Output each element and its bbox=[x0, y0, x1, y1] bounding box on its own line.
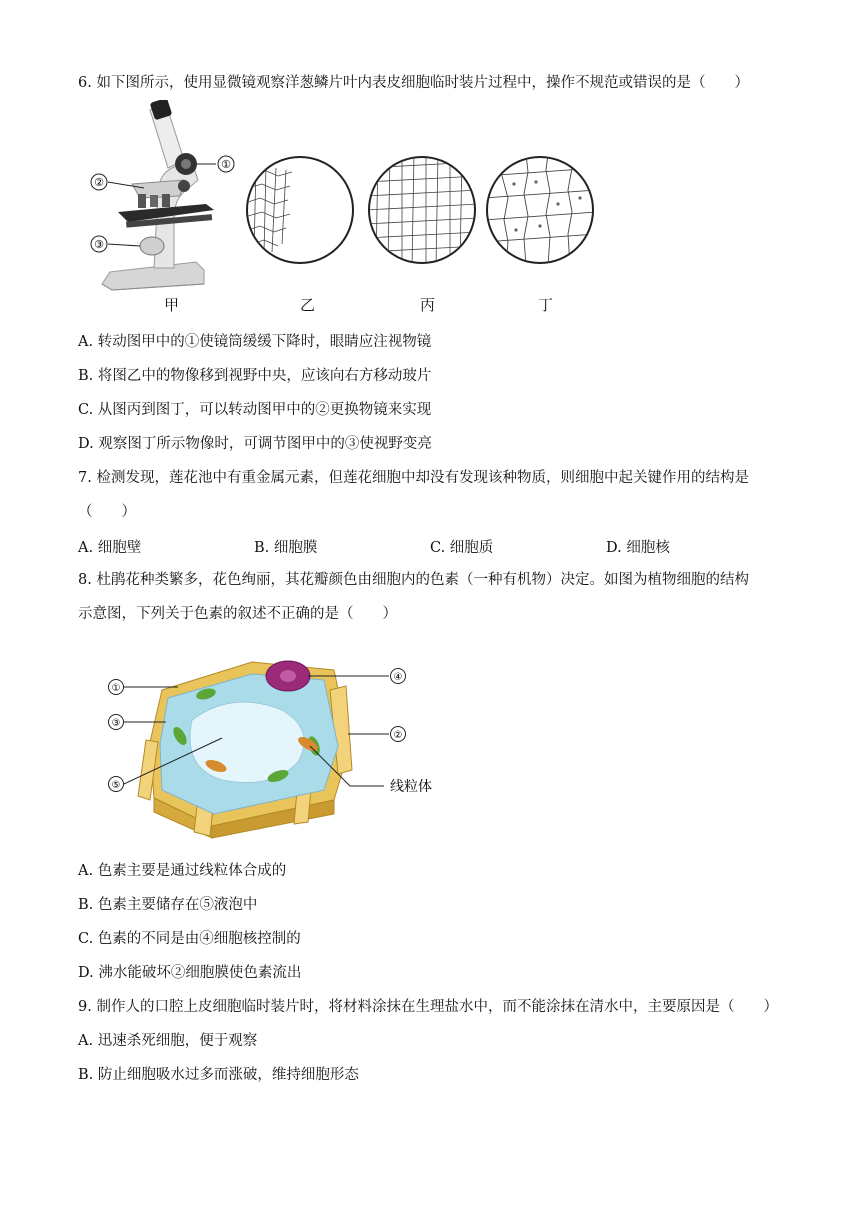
q9-stem: 9. 制作人的口腔上皮细胞临时装片时，将材料涂抹在生理盐水中，而不能涂抹在清水中，主要原因是（ ） bbox=[78, 999, 778, 1015]
cell-label-3: ③ bbox=[111, 718, 121, 729]
q7-option-c: C. 细胞质 bbox=[430, 540, 494, 556]
q7-option-a: A. 细胞壁 bbox=[78, 540, 142, 556]
q7-stem-2: （ ） bbox=[78, 504, 136, 520]
caption-bing: 丙 bbox=[420, 296, 436, 314]
q6-option-d: D. 观察图丁所示物像时，可调节图甲中的③使视野变亮 bbox=[78, 436, 432, 452]
q8-stem-1: 8. 杜鹃花种类繁多，花色绚丽，其花瓣颜色由细胞内的色素（一种有机物）决定。如图为植物细胞的结构 bbox=[78, 572, 749, 588]
q6-option-c: C. 从图丙到图丁，可以转动图甲中的②更换物镜来实现 bbox=[78, 402, 432, 418]
microscope-figure bbox=[88, 100, 248, 292]
view-yi bbox=[244, 154, 356, 266]
cell-label-2: ② bbox=[393, 730, 403, 741]
caption-ding: 丁 bbox=[538, 296, 554, 314]
q8-option-b: B. 色素主要储存在⑤液泡中 bbox=[78, 897, 258, 913]
label-1: ① bbox=[221, 158, 231, 171]
plant-cell-figure bbox=[102, 650, 452, 840]
q7-options bbox=[78, 536, 778, 556]
q9-option-a: A. 迅速杀死细胞，便于观察 bbox=[78, 1033, 258, 1049]
q7-option-d: D. 细胞核 bbox=[606, 540, 670, 556]
mitochondria-label: 线粒体 bbox=[390, 779, 432, 795]
q9-option-b: B. 防止细胞吸水过多而涨破，维持细胞形态 bbox=[78, 1067, 359, 1083]
cell-label-1: ① bbox=[111, 683, 121, 694]
q7-option-b: B. 细胞膜 bbox=[254, 540, 318, 556]
view-bing bbox=[366, 154, 478, 266]
caption-yi: 乙 bbox=[300, 296, 316, 314]
label-2: ② bbox=[94, 176, 104, 189]
q8-option-a: A. 色素主要是通过线粒体合成的 bbox=[78, 863, 287, 879]
q6-option-a: A. 转动图甲中的①使镜筒缓缓下降时，眼睛应注视物镜 bbox=[78, 334, 432, 350]
cell-label-5: ⑤ bbox=[111, 780, 121, 791]
view-ding bbox=[484, 154, 596, 266]
q6-stem: 6. 如下图所示，使用显微镜观察洋葱鳞片叶内表皮细胞临时装片过程中，操作不规范或错误的是（ ） bbox=[78, 75, 749, 91]
q8-option-d: D. 沸水能破坏②细胞膜使色素流出 bbox=[78, 965, 302, 981]
label-3: ③ bbox=[94, 238, 104, 251]
q7-stem-1: 7. 检测发现，莲花池中有重金属元素，但莲花细胞中却没有发现该种物质，则细胞中起关键作用的结构是 bbox=[78, 470, 749, 486]
q6-option-b: B. 将图乙中的物像移到视野中央，应该向右方移动玻片 bbox=[78, 368, 432, 384]
caption-jia: 甲 bbox=[164, 296, 180, 314]
q8-option-c: C. 色素的不同是由④细胞核控制的 bbox=[78, 931, 301, 947]
q8-stem-2: 示意图，下列关于色素的叙述不正确的是（ ） bbox=[78, 606, 397, 622]
cell-label-4: ④ bbox=[393, 672, 403, 683]
